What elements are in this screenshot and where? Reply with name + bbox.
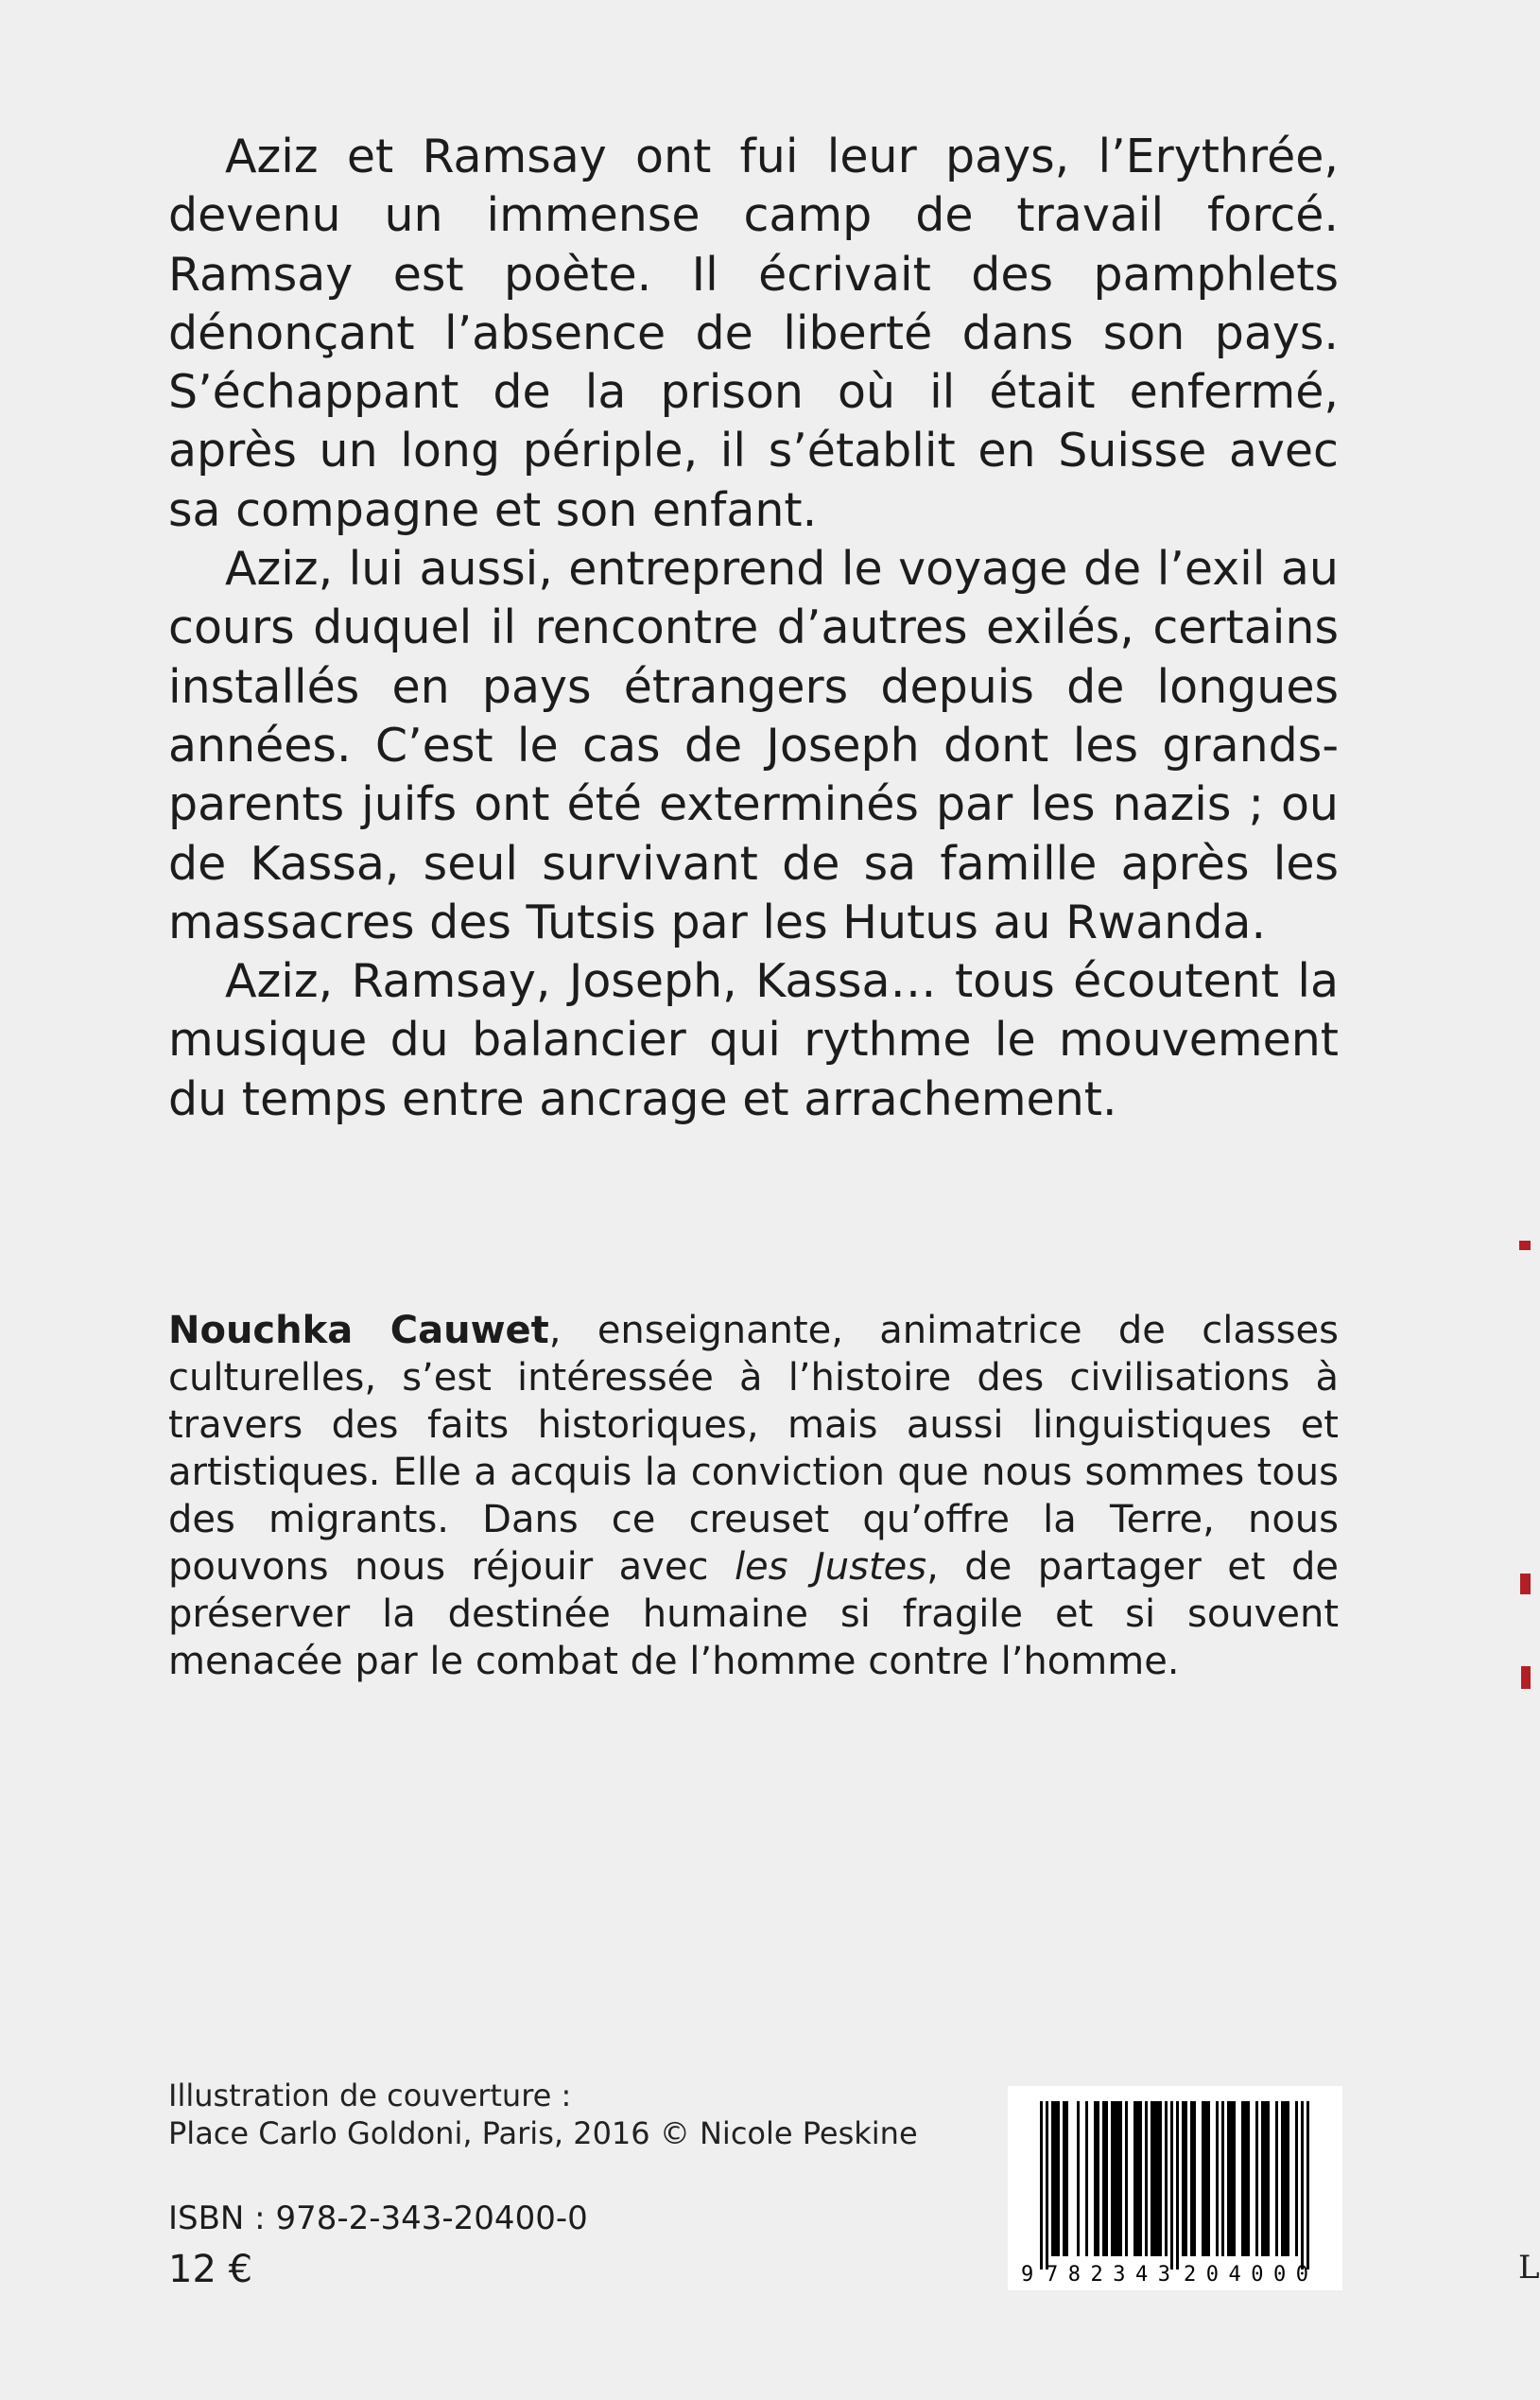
bio-text-after: , de partager et de préserver la destinée humaine si fragile et si souvent menacée par le combat de l’homme contre l’homme. (168, 1545, 1340, 1683)
barcode-bar (1085, 2101, 1088, 2256)
barcode-bar (1094, 2101, 1097, 2256)
barcode-bar (1216, 2101, 1219, 2256)
summary-paragraph-2: Aziz, lui aussi, entreprend le voyage de l’exil au cours duquel il rencontre d’autres exilés, certains installés en pays étrangers depuis de longues années. C’est le cas de Joseph dont les grands-parents juifs ont été exterminés par les nazis ; ou de Kassa, seul survivant de sa famille après les massacres des Tutsis par les Hutus au Rwanda. (168, 542, 1339, 949)
credits-line-2: Place Carlo Goldoni, Paris, 2016 © Nicole Peskine (168, 2115, 918, 2151)
barcode-bar (1176, 2101, 1179, 2270)
barcode-bar (1207, 2101, 1210, 2256)
barcode-bar (1139, 2101, 1142, 2256)
barcode-bar (1241, 2101, 1244, 2256)
bio-italic-title: les Justes (734, 1545, 927, 1589)
barcode-bar (1193, 2101, 1196, 2256)
barcode-bar (1244, 2101, 1247, 2256)
barcode-bar (1202, 2101, 1204, 2256)
barcode-bar (1077, 2101, 1080, 2256)
barcode-bar (1170, 2101, 1173, 2270)
barcode-bar (1267, 2101, 1270, 2256)
barcode-bar (1306, 2101, 1309, 2270)
barcode-bar (1284, 2101, 1287, 2256)
barcode-bar (1097, 2101, 1099, 2256)
credits-line-1: Illustration de couverture : (168, 2078, 572, 2113)
author-name: Nouchka Cauwet (168, 1309, 549, 1352)
barcode-bar (1065, 2101, 1068, 2256)
barcode-bar (1111, 2101, 1114, 2256)
barcode-bar (1247, 2101, 1250, 2256)
barcode-bar (1190, 2101, 1193, 2256)
barcode-bar (1159, 2101, 1162, 2256)
barcode-bar (1105, 2101, 1108, 2256)
barcode-bar (1261, 2101, 1264, 2256)
barcode-bar (1255, 2101, 1258, 2256)
author-bio (168, 1307, 1339, 1685)
barcode-bar (1287, 2101, 1289, 2256)
barcode-bar (1119, 2101, 1122, 2256)
barcode-bar (1182, 2101, 1185, 2256)
barcode (1008, 2086, 1342, 2290)
barcode-bar (1063, 2101, 1065, 2256)
barcode-bar (1295, 2101, 1298, 2256)
barcode-bar (1301, 2101, 1304, 2270)
barcode-bar (1051, 2101, 1054, 2256)
barcode-bar (1185, 2101, 1187, 2256)
author-bio-paragraph (168, 1307, 1339, 1685)
spine-letter: L (1518, 2249, 1540, 2287)
red-edge-mark-2 (1520, 1574, 1531, 1594)
barcode-bar (1156, 2101, 1159, 2256)
barcode-bar (1281, 2101, 1284, 2256)
barcode-bar (1264, 2101, 1267, 2256)
barcode-bar (1116, 2101, 1119, 2256)
barcode-bar (1136, 2101, 1139, 2256)
barcode-bar (1227, 2101, 1230, 2256)
summary-paragraph-3: Aziz, Ramsay, Joseph, Kassa… tous écoutent la musique du balancier qui rythme le mouvement du temps entre ancrage et arrachement. (168, 954, 1339, 1126)
barcode-bar (1133, 2101, 1136, 2256)
barcode-bar (1125, 2101, 1128, 2256)
barcode-bar (1040, 2101, 1043, 2270)
barcode-graphic (1008, 2086, 1342, 2290)
summary-text (168, 128, 1339, 1129)
red-edge-mark-3 (1521, 1666, 1531, 1689)
barcode-first-digit: 9 (1021, 2263, 1034, 2287)
barcode-digit-group-2: 204000 (1184, 2263, 1308, 2287)
barcode-bar (1204, 2101, 1207, 2256)
barcode-bar (1233, 2101, 1236, 2256)
cover-credits (168, 2077, 918, 2152)
barcode-bar (1046, 2101, 1048, 2270)
barcode-bar (1151, 2101, 1153, 2256)
barcode-bars (1040, 2101, 1309, 2270)
barcode-bar (1114, 2101, 1116, 2256)
barcode-bar (1145, 2101, 1148, 2256)
barcode-bar (1165, 2101, 1168, 2256)
barcode-bar (1230, 2101, 1233, 2256)
red-edge-mark-1 (1519, 1241, 1531, 1250)
price: 12 € (168, 2248, 253, 2291)
isbn-number: ISBN : 978-2-343-20400-0 (168, 2200, 588, 2237)
barcode-digit-group-1: 782343 (1046, 2263, 1170, 2287)
barcode-bar (1275, 2101, 1278, 2256)
barcode-bar (1057, 2101, 1060, 2256)
bio-text-before: , enseignante, animatrice de classes culturelles, s’est intéressée à l’histoire des civilisations à travers des faits historiques, mais aussi linguistiques et artistiques. Elle a acquis la conviction que nous sommes tous des migrants. Dans ce creuset qu’offre la Terre, nous pouvons nous réjouir avec (168, 1309, 1339, 1589)
barcode-bar (1102, 2101, 1105, 2256)
barcode-bar (1153, 2101, 1156, 2256)
summary-paragraph-1: Aziz et Ramsay ont fui leur pays, l’Erythrée, devenu un immense camp de travail forcé. Ramsay est poète. Il écrivait des pamphlets dénonçant l’absence de liberté dans son pays. S’échappant de la prison où il était enfermé, après un long périple, il s’établit en Suisse avec sa compagne et son enfant. (168, 130, 1339, 537)
barcode-bar (1054, 2101, 1057, 2256)
barcode-bar (1221, 2101, 1224, 2256)
